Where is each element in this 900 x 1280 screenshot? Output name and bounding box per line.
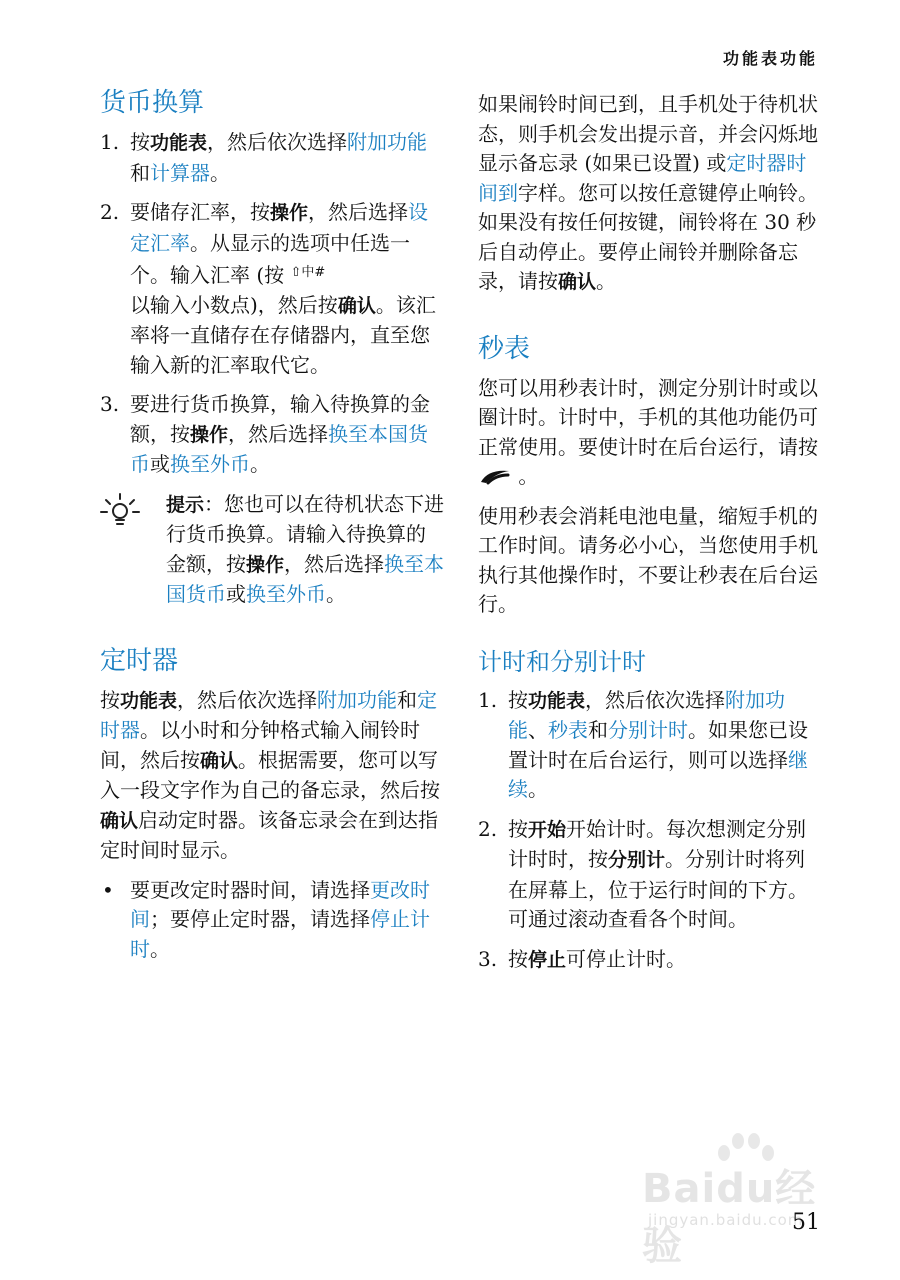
end-call-key-icon — [478, 467, 512, 485]
text: 。该汇率将一直储存在存储器内，直至您输入新的汇率取代它。 — [130, 292, 436, 377]
text: 要更改定时器时间，请选择 — [130, 877, 370, 902]
text: 。如果您已设置计时在后台运行，则可以选择 — [508, 718, 808, 772]
text: ，然后选择 — [284, 551, 385, 576]
text: 可停止计时。 — [566, 946, 687, 971]
tip-label: 提示 — [166, 493, 205, 516]
section-title-split-timing: 计时和分别计时 — [478, 647, 646, 676]
text: ，然后依次选择 — [207, 130, 348, 154]
step-number: 2. — [478, 816, 498, 841]
spacer — [478, 298, 823, 332]
list-item — [100, 128, 445, 188]
list-item — [100, 198, 445, 380]
step-number: 2. — [100, 200, 120, 224]
menu-option: 附加功能 — [317, 687, 398, 712]
text: ：您也可以在待机状态下进行货币换算。请输入待换算的金额，按 — [166, 491, 445, 576]
text: 。分别计时将列在屏幕上，位于运行时间的下方。可通过滚动查看各个时间。 — [508, 847, 808, 931]
timer-continued-paragraph — [478, 90, 823, 298]
section-title-timer: 定时器 — [100, 645, 179, 676]
menu-option: 换至外币 — [170, 452, 250, 476]
text: 开始计时。每次想测定分别计时时，按 — [508, 816, 807, 871]
text: 按 — [508, 816, 528, 841]
menu-option: 换至本国货币 — [166, 551, 445, 606]
text: ；要停止定时器，请选择 — [150, 907, 370, 931]
text: 、 — [528, 718, 548, 742]
ui-term: 确认 — [337, 294, 376, 317]
ui-term: 开始 — [528, 818, 567, 841]
menu-option: 设定汇率 — [130, 200, 429, 255]
menu-option: 停止计时 — [130, 907, 430, 961]
ui-term: 操作 — [190, 423, 229, 446]
ui-term: 停止 — [528, 948, 567, 971]
list-item — [478, 686, 823, 805]
ui-term: 分别计 — [608, 849, 666, 871]
menu-option: 定时器时间到 — [478, 151, 807, 205]
menu-option: 换至本国货币 — [130, 421, 429, 476]
running-header: 功能表功能 — [722, 49, 818, 68]
text: ，然后选择 — [308, 200, 409, 224]
bullet-dot: • — [102, 877, 114, 902]
watermark-url: jingyan.baidu.com — [648, 1211, 804, 1229]
menu-option: 秒表 — [548, 718, 588, 742]
timer-bullet — [100, 876, 445, 965]
left-column — [100, 86, 445, 964]
menu-option: 附加功能 — [347, 130, 428, 154]
ui-term: 确认 — [100, 809, 139, 832]
text: 或 — [150, 452, 170, 476]
menu-option: 继续 — [508, 747, 808, 801]
spacer — [100, 610, 445, 644]
text: ，然后选择 — [228, 421, 329, 446]
section-title-stopwatch: 秒表 — [478, 333, 531, 364]
text: 按 — [130, 130, 150, 154]
menu-option: 定时器 — [100, 687, 438, 742]
step-number: 1. — [100, 130, 120, 154]
text: 。 — [210, 160, 230, 185]
tip-box — [100, 490, 445, 610]
list-item — [478, 945, 823, 976]
text: 和 — [130, 160, 150, 185]
text: 和 — [397, 687, 418, 712]
text: 。 — [596, 269, 617, 293]
spacer — [478, 620, 823, 646]
currency-steps — [100, 128, 445, 480]
step-number: 1. — [478, 687, 498, 712]
step-number: 3. — [100, 392, 120, 416]
split-steps — [478, 686, 823, 976]
text: 按 — [508, 687, 528, 712]
text: 要进行货币换算，输入待换算的金额，按 — [130, 392, 430, 446]
text: 以输入小数点)，然后按 — [130, 292, 338, 317]
menu-option: 附加功能 — [508, 687, 786, 742]
stopwatch-paragraph-1 — [478, 374, 823, 492]
list-item — [100, 390, 445, 480]
text: 。根据需要，您可以写入一段文字作为自己的备忘录，然后按 — [100, 747, 440, 802]
section-title-currency: 货币换算 — [100, 88, 205, 118]
text: 字样。您可以按任意键停止响铃。如果没有按任何按键，闹铃将在 30 秒后自动停止。要停止闹铃并删除备忘录，请按 — [478, 180, 818, 293]
text: 您可以用秒表计时，测定分别计时或以圈计时。计时中，手机的其他功能仍可正常使用。要使计时在后台运行，请按 — [478, 375, 818, 459]
ui-term: 功能表 — [528, 689, 586, 712]
menu-option: 分别计时 — [608, 718, 688, 742]
ui-term: 确认 — [200, 749, 239, 772]
ui-term: 操作 — [270, 202, 309, 224]
text: 和 — [588, 718, 608, 742]
hash-key-icon: ⇧中# — [290, 265, 326, 280]
tip-text — [166, 490, 445, 610]
menu-option: 更改时间 — [130, 877, 430, 931]
right-column — [478, 90, 823, 985]
lightbulb-icon — [100, 492, 140, 532]
text: 按 — [100, 687, 120, 712]
text: 。 — [326, 582, 346, 606]
page-number: 51 — [792, 1210, 820, 1235]
list-item — [478, 815, 823, 935]
text: ，然后依次选择 — [177, 687, 318, 712]
timer-paragraph — [100, 686, 445, 866]
ui-term: 功能表 — [120, 689, 178, 712]
text: ，然后依次选择 — [585, 687, 726, 712]
ui-term: 确认 — [558, 271, 597, 293]
menu-option: 换至外币 — [246, 582, 326, 606]
text: 要储存汇率，按 — [130, 200, 270, 224]
text: 。从显示的选项中任选一个。输入汇率 (按 — [130, 230, 410, 287]
text: 。 — [512, 464, 539, 488]
text: 按 — [508, 946, 528, 971]
text: 。 — [250, 452, 270, 476]
text: 。以小时和分钟格式输入闹铃时间，然后按 — [100, 718, 420, 772]
step-number: 3. — [478, 946, 498, 971]
watermark-brand: Baidu经验 — [642, 1166, 817, 1269]
text: 启动定时器。该备忘录会在到达指定时间时显示。 — [100, 807, 439, 862]
text: 或 — [226, 582, 246, 606]
ui-term: 操作 — [246, 553, 285, 576]
menu-option: 计算器 — [150, 160, 210, 185]
text: 如果闹铃时间已到，且手机处于待机状态，则手机会发出提示音，并会闪烁地显示备忘录 (如果已设置) 或 — [478, 92, 818, 175]
text: 。 — [150, 936, 170, 961]
text: 。 — [528, 777, 548, 801]
ui-term: 功能表 — [150, 132, 208, 154]
stopwatch-paragraph-2: 使用秒表会消耗电池电量，缩短手机的工作时间。请务必小心，当您使用手机执行其他操作时，不要让秒表在后台运行。 — [478, 503, 818, 616]
